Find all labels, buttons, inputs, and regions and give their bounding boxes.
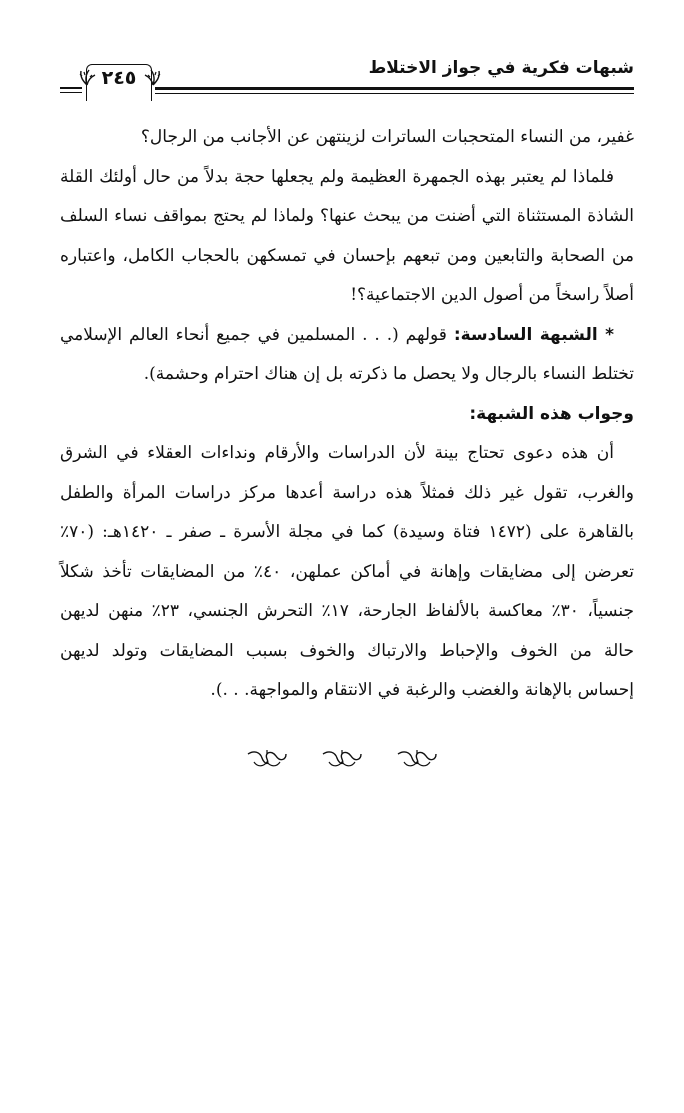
page-number-frame: [86, 64, 152, 101]
page-number: ٢٤٥: [101, 67, 137, 89]
floral-corner-icon: [143, 67, 163, 91]
floral-corner-icon: [77, 67, 97, 91]
header-rule-left-thin: [60, 92, 82, 93]
section-subheading: وجواب هذه الشبهة:: [469, 403, 634, 424]
floral-divider-icon: [246, 748, 288, 770]
section-divider: [0, 748, 684, 774]
sixth-doubt-label: * الشبهة السادسة:: [453, 324, 614, 345]
floral-divider-icon: [321, 748, 363, 770]
floral-divider-icon: [396, 748, 438, 770]
paragraph-sixth-doubt: [60, 316, 634, 395]
page-header: [60, 50, 634, 110]
sixth-doubt-text: قولهم (. . . المسلمين في جميع أنحاء العالم الإسلامي تختلط النساء بالرجال ولا يحصل ما ذكرته بل إن هناك احترام وحشمة).: [60, 324, 634, 384]
paragraph-answer: أن هذه دعوى تحتاج بينة لأن الدراسات والأرقام ونداءات العقلاء في الشرق والغرب، تقول غير ذلك فمثلاً هذه دراسة أعدها مركز دراسات المرأة والطفل بالقاهرة على (١٤٧٢ فتاة وسيدة) كما في مجلة الأسرة ـ صفر ـ ١٤٢٠هـ: (٧٠٪ تعرضن إلى مضايقات وإهانة في أماكن عملهن، ٤٠٪ من المضايقات تأخذ شكلاً جنسياً، ٣٠٪ معاكسة بالألفاظ الجارحة، ١٧٪ التحرش الجنسي، ٢٣٪ منهن لديهن حالة من الخوف والإحباط والارتباك والخوف بسبب المضايقات وتولد لديهن إحساس بالإهانة والغضب والرغبة في الانتقام والمواجهة. . .).: [60, 443, 634, 700]
paragraph: فلماذا لم يعتبر بهذه الجمهرة العظيمة ولم يجعلها حجة بدلاً من حال أولئك القلة الشاذة المستثناة التي أضنت من يبحث عنها؟ ولماذا لم يحتج بمواقف نساء السلف من الصحابة والتابعين ومن تبعهم بإحسان في تمسكهن بالحجاب الكامل، واعتباره أصلاً راسخاً من أصول الدين الاجتماعية؟!: [60, 166, 634, 305]
paragraph-continuation: غفير، من النساء المتحجبات الساترات لزينتهن عن الأجانب من الرجال؟: [140, 127, 634, 147]
header-rule-thin: [155, 93, 634, 94]
page-body: [60, 118, 634, 711]
running-title: شبهات فكرية في جواز الاختلاط: [368, 58, 634, 78]
header-rule-thick: [155, 87, 634, 90]
